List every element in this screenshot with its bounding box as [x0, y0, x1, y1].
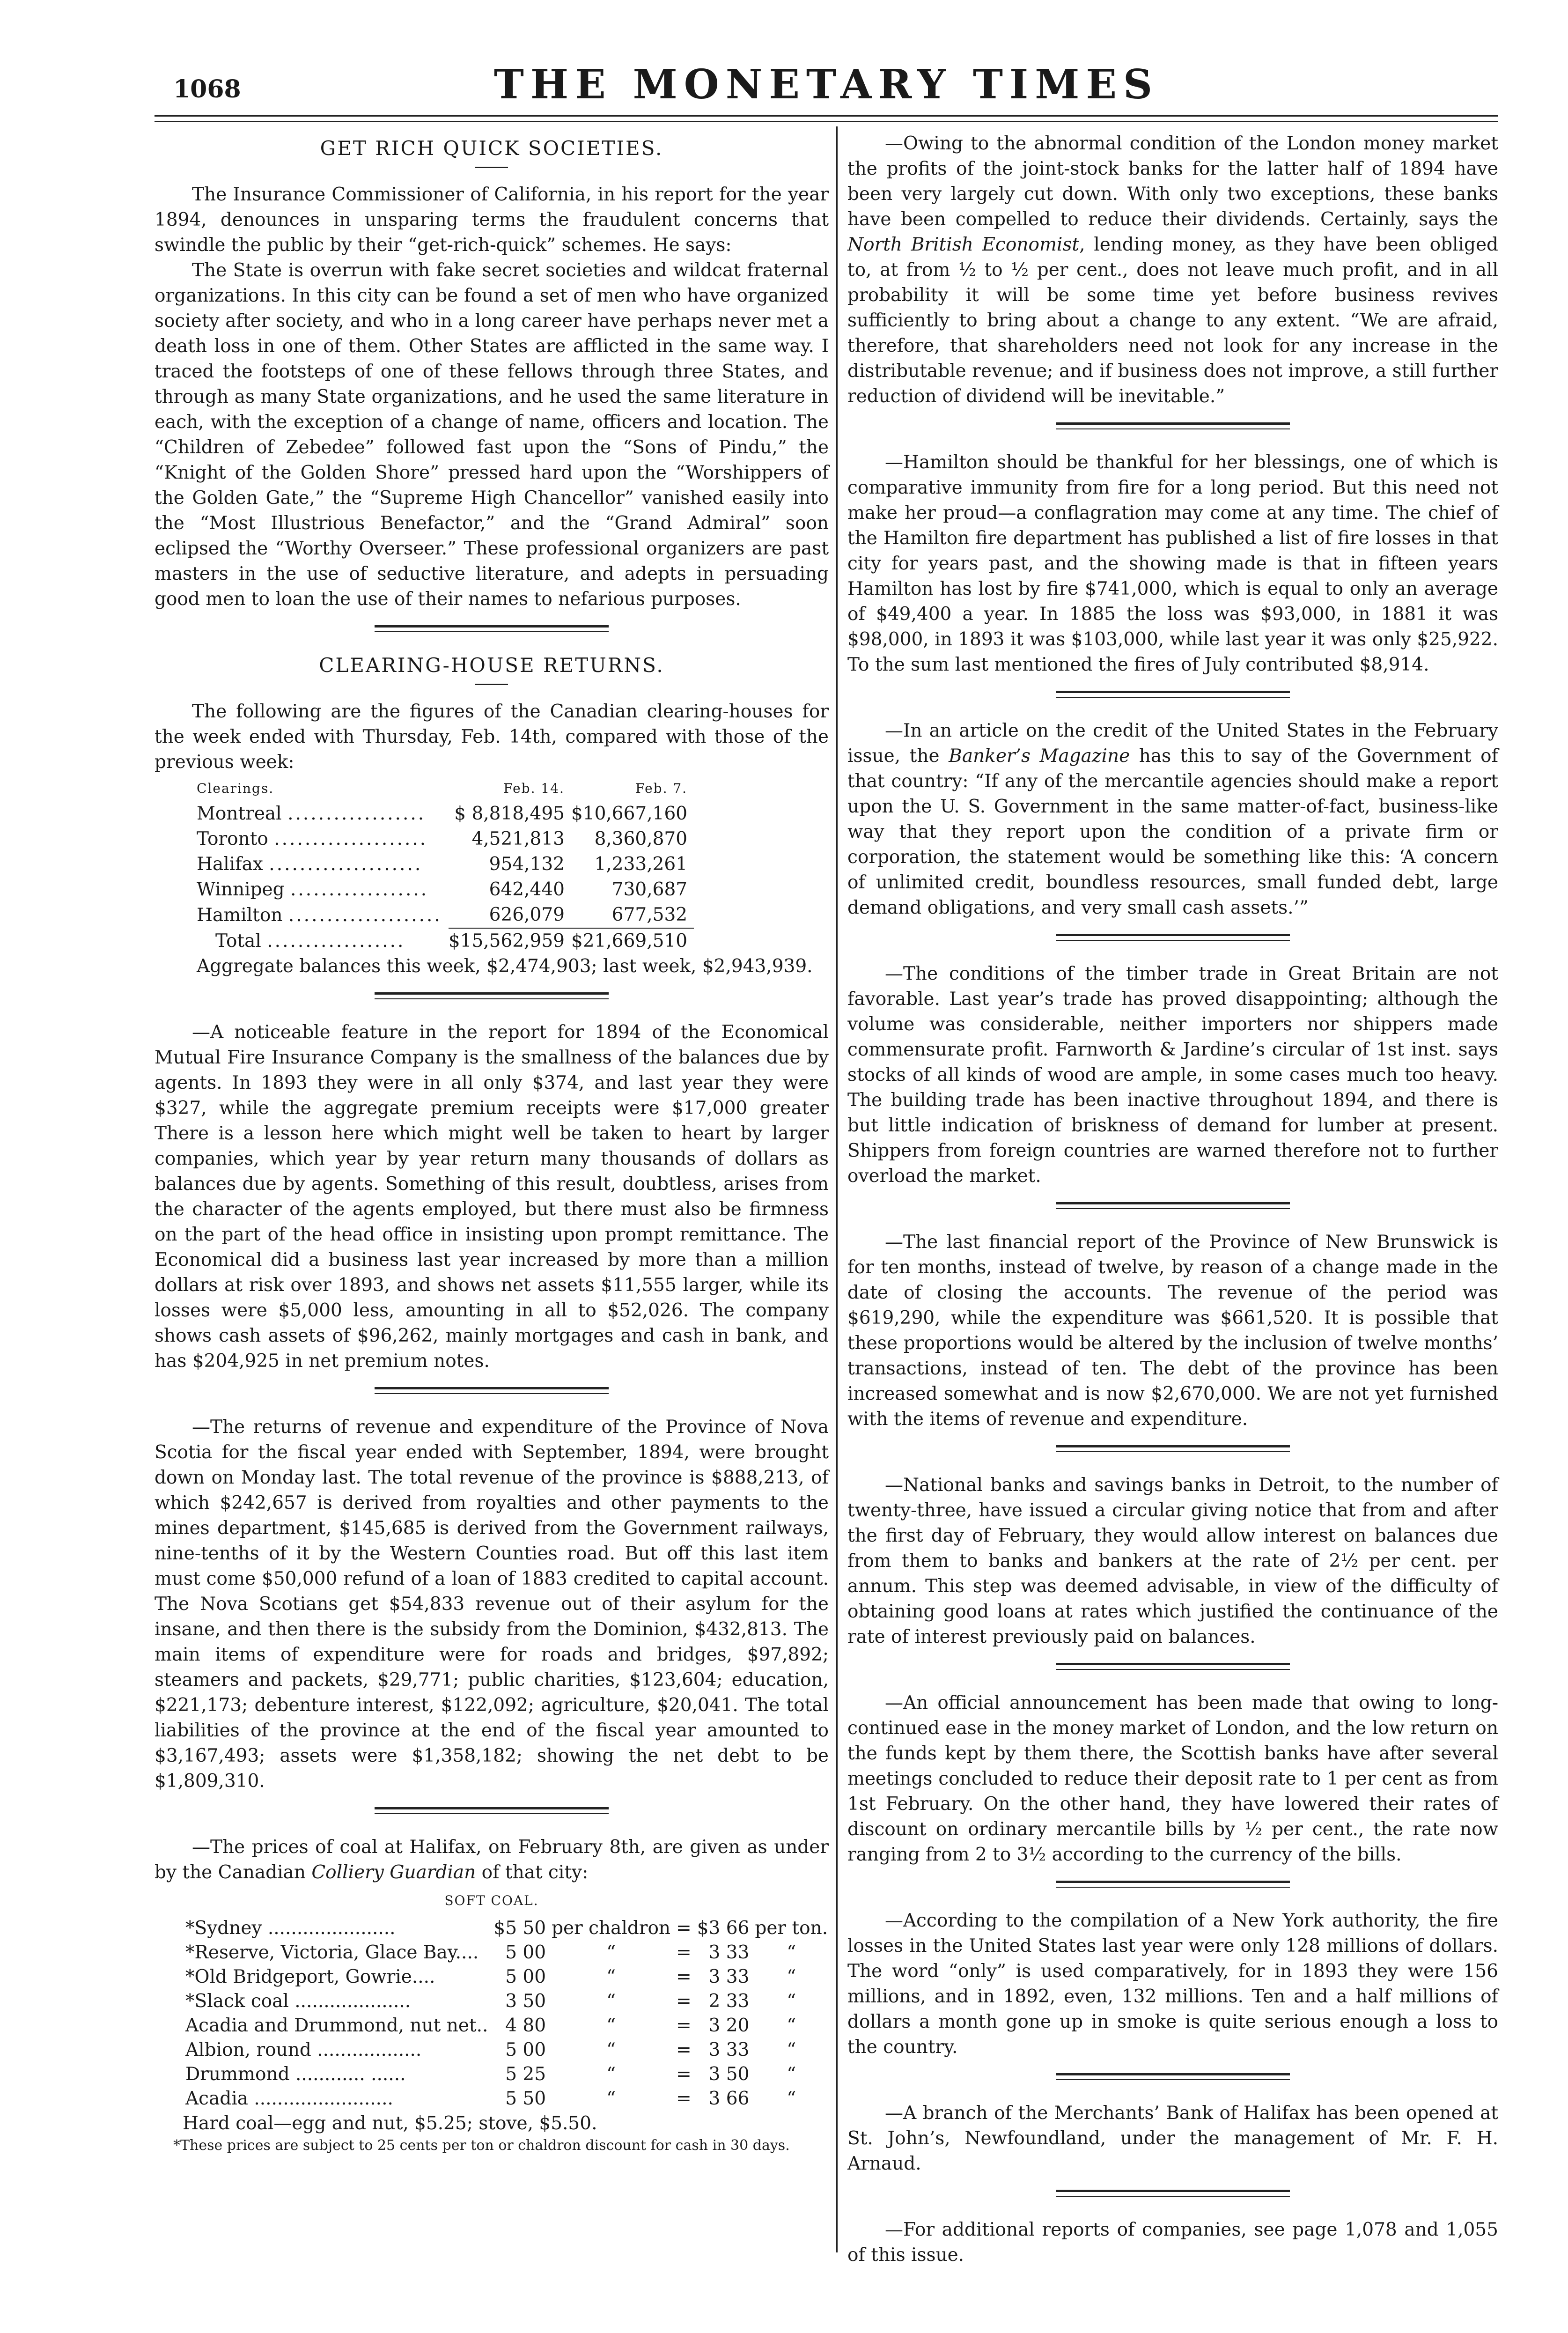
london-text-b: , lending money, as they have been obliged to, at from ½ to ½ per cent., does not leave much profit, and in all probability it will be some time yet before business revives sufficiently to bring about a change to any extent. “We are afraid, therefore, that shareholders need not look for any increase in the distributable revenue; and if business does not improve, a still further reduction of dividend will be inevitable.”: [847, 234, 1499, 407]
section-rule: [1056, 422, 1290, 429]
ton-unit: “: [787, 2064, 796, 2085]
coal-name: *Reserve, Victoria, Glace Bay....: [185, 1942, 479, 1963]
ton-unit: “: [787, 1966, 796, 1987]
table-row: [183, 2087, 831, 2111]
section-rule: [375, 1387, 609, 1394]
table-row: [197, 827, 694, 852]
fire-losses-item: —According to the compilation of a New York authority, the fire losses in the United States last year were only 128 millions of dollars. The word “only” is used comparatively, for in 1893 they were 156 millions, and in 1892, even, 132 millions. Ten and a half millions of dollars a month gone up in smoke is quite serious enough a loss to the country.: [847, 1910, 1498, 2058]
leader-dots: ....................: [288, 904, 442, 926]
coal-name: *Old Bridgeport, Gowrie....: [185, 1966, 435, 1987]
leader-dots: ....................: [274, 828, 428, 849]
new-brunswick-item: —The last financial report of the Province of New Brunswick is for ten months, instead of twelve, by reason of a change made in the date of closing the accounts. The revenue of the period was $619,290, while the expenditure was $661,520. It is possible that these proportions would be altered by the inclusion of twelve months’ transactions, instead of ten. The debt of the province has been increased somewhat and is now $2,670,000. We are not yet furnished with the items of revenue and expenditure.: [847, 1232, 1498, 1430]
table-row: [197, 902, 694, 928]
aggregate-balances: Aggregate balances this week, $2,474,903; last week, $2,943,939.: [197, 956, 813, 977]
equals: =: [676, 2064, 692, 2085]
ton-price: 3 33: [708, 2039, 750, 2060]
section-rule: [1056, 2190, 1290, 2197]
ton-unit: “: [787, 2015, 796, 2036]
ton-price: 3 20: [708, 2015, 750, 2036]
value-feb7: $10,667,160: [571, 803, 688, 824]
table-row: [183, 2014, 831, 2038]
chaldron-unit: per chaldron: [552, 1918, 671, 1939]
chaldron-price: 5 50: [505, 2088, 546, 2109]
column-divider: [836, 126, 838, 2252]
value-feb14: 4,521,813: [471, 828, 565, 849]
clearing-table: [197, 776, 694, 954]
equals: =: [676, 1918, 692, 1939]
city-name: Toronto: [197, 828, 268, 849]
chaldron-unit: “: [606, 1966, 616, 1987]
page-header: [155, 61, 1498, 112]
section-rule: [1056, 1881, 1290, 1888]
get-rich-quote: The State is overrun with fake secret societies and wildcat fraternal organizations. In this city can be found a set of men who have organized society after society, and who in a long career have perhaps never met a death loss in one of them. Other States are afflicted in the same way. I traced the footsteps of one of these fellows through three States, and through as many State organizations, and he used the same literature in each, with the exception of a change of name, officers and location. The “Children of Zebedee” followed fast upon the “Sons of Pindu,” the “Knight of the Golden Shore” pressed hard upon the “Worshippers of the Golden Gate,” the “Supreme High Chancellor” vanished easily into the “Most Illustrious Benefactor,” and the “Grand Admiral” soon eclipsed the “Worthy Overseer.” These professional organizers are past masters in the use of seductive literature, and adepts in persuading good men to loan the use of their names to nefarious purposes.: [155, 260, 829, 610]
north-british-economist: North British Economist: [847, 234, 1080, 255]
merchants-item: —A branch of the Merchants’ Bank of Halifax has been opened at St. John’s, Newfoundland, under the management of Mr. F. H. Arnaud.: [847, 2103, 1498, 2174]
masthead: THE MONETARY TIMES: [493, 61, 1159, 108]
table-row: [197, 801, 694, 827]
value-feb14: 954,132: [489, 854, 565, 875]
ton-price: 3 50: [708, 2064, 750, 2085]
coal-intro-a: —The prices of coal at Halifax, on February 8th, are given as under by the Canadian: [155, 1837, 829, 1883]
total-label: Total: [215, 930, 261, 952]
table-row: [197, 877, 694, 902]
equals: =: [676, 1942, 692, 1963]
coal-name: Drummond ............ ......: [185, 2064, 406, 2085]
equals: =: [676, 1991, 692, 2012]
section-rule: [1056, 691, 1290, 698]
london-item: [847, 131, 1498, 409]
economical-item: —A noticeable feature in the report for 1894 of the Economical Mutual Fire Insurance Company is the smallness of the balances due by agents. In 1893 they were in all only $374, and last year they were $327, while the aggregate premium receipts were $17,000 greater There is a lesson here which might well be taken to heart by larger companies, which year by year return many thousands of dollars as balances due by agents. Something of this result, doubtless, arises from the character of the agents employed, but there must also be firmness on the part of the head office in insisting upon prompt remittance. The Economical did a business last year increased by more than a million dollars at risk over 1893, and shows net assets $11,555 larger, while its losses were $5,000 less, amounting in all to $52,026. The company shows cash assets of $96,262, mainly mortgages and cash in bank, and has $204,925 in net premium notes.: [155, 1022, 829, 1372]
section-rule: [375, 1807, 609, 1814]
timber-item: —The conditions of the timber trade in Great Britain are not favorable. Last year’s trade has proved disappointing; although the volume was considerable, neither importers nor shippers made commensurate profit. Farnworth & Jardine’s circular of 1st inst. says stocks of all kinds of wood are ample, in some cases much too heavy. The building trade has been inactive throughout 1894, and there is but little indication of briskness of demand for lumber at present. Shippers from foreign countries are warned therefore not to further overload the market.: [847, 963, 1498, 1187]
ton-unit: “: [787, 2039, 796, 2060]
short-rule: [475, 684, 508, 685]
chaldron-price: 4 80: [505, 2015, 546, 2036]
chaldron-unit: “: [606, 2088, 616, 2109]
short-rule: [475, 167, 508, 168]
leader-dots: ..................: [290, 879, 429, 900]
coal-name: Albion, round ..................: [185, 2039, 422, 2060]
total-feb7: $21,669,510: [571, 928, 694, 954]
value-feb7: 8,360,870: [594, 828, 688, 849]
chaldron-unit: “: [606, 2064, 616, 2085]
table-row: [183, 1941, 831, 1965]
credit-text-a: —In an article on the credit of the United States in the February issue, the: [847, 720, 1498, 767]
coal-intro-b: of that city:: [481, 1862, 589, 1883]
ton-unit: “: [787, 2088, 796, 2109]
ton-price: 3 66: [708, 2088, 750, 2109]
section-rule: [1056, 1663, 1290, 1670]
chaldron-price: 3 50: [505, 1991, 546, 2012]
page-number: 1068: [173, 75, 241, 103]
ton-price: $3 66: [697, 1918, 750, 1939]
hamilton-item: —Hamilton should be thankful for her blessings, one of which is comparative immunity from fire for a long period. But this need not make her proud—a conflagration may come at any time. The chief of the Hamilton fire department has published a list of fire losses in that city for years past, and the showing made is that in fifteen years Hamilton has lost by fire $741,000, which is equal to only an average of $49,400 a year. In 1885 the loss was $93,000, in 1881 it was $98,000, in 1893 it was $103,000, while last year it was only $25,922. To the sum last mentioned the fires of July contributed $8,914.: [847, 452, 1498, 675]
london-text-a: —Owing to the abnormal condition of the London money market the profits of the joint-stock banks for the latter half of 1894 have been very largely cut down. With only two exceptions, these banks have been compelled to reduce their dividends. Certainly, says the: [847, 133, 1498, 230]
section-rule: [1056, 2073, 1290, 2080]
get-rich-title: GET RICH QUICK SOCIETIES.: [320, 137, 663, 160]
ton-price: 2 33: [708, 1991, 750, 2012]
coal-intro: [155, 1835, 829, 1885]
city-name: Hamilton: [197, 904, 283, 926]
additional-reports-item: —For additional reports of companies, see page 1,078 and 1,055 of this issue.: [847, 2219, 1498, 2266]
table-row: [183, 1989, 831, 2014]
table-row: [197, 852, 694, 877]
coal-name: *Sydney ......................: [185, 1918, 396, 1939]
coal-name: Acadia and Drummond, nut net..: [185, 2015, 488, 2036]
ton-unit: per ton.: [755, 1918, 828, 1939]
nova-scotia-item: —The returns of revenue and expenditure of the Province of Nova Scotia for the fiscal year ended with September, 1894, were brought down on Monday last. The total revenue of the province is $888,213, of which $242,657 is derived from royalties and other payments to the mines department, $145,685 is derived from the Government railways, nine-tenths of it by the Western Counties road. But off this last item must come $50,000 refund of a loan of 1883 credited to capital account. The Nova Scotians get $54,833 revenue out of their asylum for the insane, and then there is the subsidy from the Dominion, $432,813. The main items of expenditure were for roads and bridges, $97,892; steamers and packets, $29,771; public charities, $123,604; education, $221,173; debenture interest, $122,092; agriculture, $20,041. The total liabilities of the province at the end of the fiscal year amounted to $3,167,493; assets were $1,358,182; showing the net debt to be $1,809,310.: [155, 1417, 829, 1792]
total-row: [197, 928, 694, 954]
chaldron-unit: “: [606, 1942, 616, 1963]
equals: =: [676, 2039, 692, 2060]
city-name: Winnipeg: [197, 879, 285, 900]
equals: =: [676, 2088, 692, 2109]
coal-name: Acadia ........................: [185, 2088, 393, 2109]
hard-coal-line: Hard coal—egg and nut, $5.25; stove, $5.50.: [183, 2113, 597, 2134]
clearings-label: Clearings.: [197, 781, 274, 796]
section-rule: [375, 992, 609, 999]
scottish-item: —An official announcement has been made that owing to long-continued ease in the money market of London, and the low return on the funds kept by them there, the Scottish banks have after several meetings concluded to reduce their deposit rate to 1 per cent as from 1st February. On the other hand, they have lowered their rates of discount on ordinary mercantile bills by ½ per cent., the rate now ranging from 2 to 3½ according to the currency of the bills.: [847, 1692, 1498, 1865]
soft-coal-heading: SOFT COAL.: [444, 1893, 539, 1908]
table-row: [183, 2062, 831, 2087]
table-row: [183, 2038, 831, 2062]
credit-text-b: has this to say of the Government of that country: “If any of the mercantile agencies should make a report upon the U. S. Government in the same matter-of-fact, business-like way that they report upon the condition of a private firm or corporation, the statement would be something like this: ‘A concern of unlimited credit, boundless resources, small funded debt, large demand obligations, and very small cash assets.’”: [847, 746, 1499, 918]
colliery-guardian: Colliery Guardian: [311, 1862, 476, 1883]
table-row: [183, 1916, 831, 1941]
col-feb7: Feb. 7.: [635, 781, 688, 796]
value-feb14: $ 8,818,495: [454, 803, 565, 824]
value-feb7: 730,687: [611, 879, 688, 900]
chaldron-price: 5 00: [505, 2039, 546, 2060]
credit-item: [847, 718, 1498, 921]
chaldron-unit: “: [606, 2015, 616, 2036]
chaldron-unit: “: [606, 1991, 616, 2012]
equals: =: [676, 2015, 692, 2036]
section-rule: [1056, 1202, 1290, 1209]
value-feb14: 642,440: [489, 879, 565, 900]
section-rule: [1056, 1445, 1290, 1452]
get-rich-intro: The Insurance Commissioner of California, in his report for the year 1894, denounces in unsparing terms the fraudulent concerns that swindle the public by their “get-rich-quick” schemes. He says:: [155, 184, 829, 256]
chaldron-price: 5 25: [505, 2064, 546, 2085]
city-name: Montreal: [197, 803, 282, 824]
equals: =: [676, 1966, 692, 1987]
bankers-magazine: Banker’s Magazine: [949, 746, 1130, 767]
chaldron-price: 5 00: [505, 1966, 546, 1987]
ton-unit: “: [787, 1942, 796, 1963]
clearing-header-row: [197, 776, 694, 801]
coal-price-table: [183, 1916, 831, 2111]
clearing-intro: The following are the figures of the Canadian clearing-houses for the week ended with Thursday, Feb. 14th, compared with those of the previous week:: [155, 701, 829, 773]
chaldron-price: 5 00: [505, 1942, 546, 1963]
chaldron-price: $5 50: [493, 1918, 546, 1939]
coal-name: *Slack coal ....................: [185, 1991, 411, 2012]
leader-dots: ....................: [269, 854, 423, 875]
chaldron-unit: “: [606, 2039, 616, 2060]
leader-dots: ..................: [267, 930, 405, 952]
detroit-item: —National banks and savings banks in Detroit, to the number of twenty-three, have issued a circular giving notice that from and after the first day of February, they would allow interest on balances due from them to banks and bankers at the rate of 2½ per cent. per annum. This step was deemed advisable, in view of the difficulty of obtaining good loans at rates which justified the continuance of the rate of interest previously paid on balances.: [847, 1475, 1498, 1647]
total-feb14: $15,562,959: [449, 928, 571, 954]
leader-dots: ..................: [287, 803, 426, 824]
value-feb14: 626,079: [489, 904, 565, 925]
value-feb7: 677,532: [611, 904, 688, 925]
coal-footnote: *These prices are subject to 25 cents per ton or chaldron discount for cash in 30 days.: [173, 2137, 790, 2154]
section-rule: [375, 625, 609, 632]
header-rule-thin: [155, 121, 1498, 122]
right-column: [847, 131, 1498, 2268]
left-column: [155, 131, 829, 2155]
ton-unit: “: [787, 1991, 796, 2012]
city-name: Halifax: [197, 854, 263, 875]
table-row: [183, 1965, 831, 1989]
col-feb14: Feb. 14.: [503, 781, 565, 796]
ton-price: 3 33: [708, 1942, 750, 1963]
value-feb7: 1,233,261: [594, 854, 688, 875]
clearing-title: CLEARING-HOUSE RETURNS.: [319, 654, 664, 677]
header-rule: [155, 115, 1498, 117]
section-rule: [1056, 934, 1290, 941]
ton-price: 3 33: [708, 1966, 750, 1987]
